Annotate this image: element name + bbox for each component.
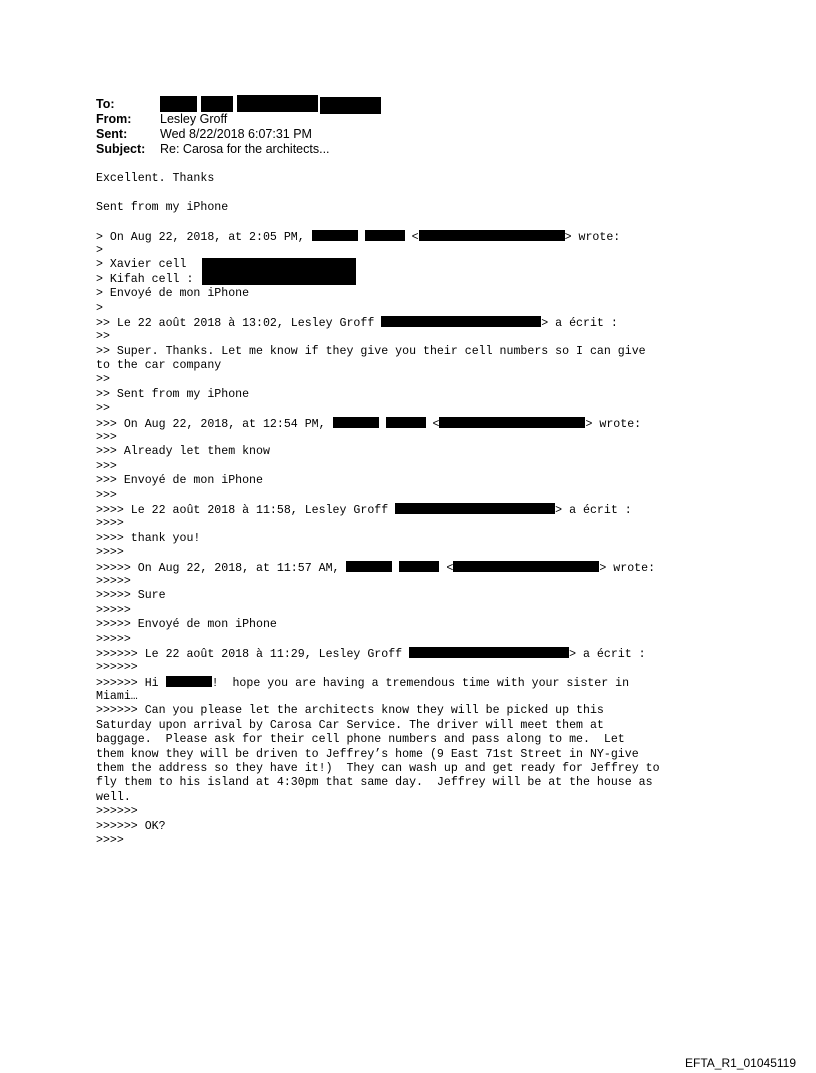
body-line: [96, 676, 736, 690]
body-line: to the car company: [96, 359, 222, 373]
line-text: >> Le 22 août 2018 à 13:02, Lesley Groff: [96, 316, 382, 330]
line-text: >>> On Aug 22, 2018, at 12:54 PM,: [96, 417, 333, 431]
to-label: To:: [96, 97, 115, 111]
redaction: [381, 316, 541, 327]
body-line: >: [96, 301, 103, 315]
body-line: >>>>>: [96, 603, 131, 617]
line-text: >>>>> On Aug 22, 2018, at 11:57 AM,: [96, 561, 347, 575]
redaction-to-4: [320, 97, 381, 114]
document-id: EFTA_R1_01045119: [685, 1056, 796, 1070]
body-line: >>> Already let them know: [96, 445, 270, 459]
redaction: [365, 230, 405, 241]
body-line: >>: [96, 330, 110, 344]
body-line: Saturday upon arrival by Carosa Car Service. The driver will meet them at: [96, 718, 604, 732]
line-text: > Xavier cell: [96, 258, 187, 272]
body-line: Sent from my iPhone: [96, 200, 229, 214]
body-line: Excellent. Thanks: [96, 172, 215, 185]
redaction: [453, 561, 599, 572]
body-line: baggage. Please ask for their cell phone numbers and pass along to me. Let: [96, 733, 625, 747]
line-text: > a écrit :: [541, 316, 618, 330]
body-line: [96, 230, 736, 244]
line-text: > On Aug 22, 2018, at 2:05 PM,: [96, 230, 312, 244]
body-line: >: [96, 243, 103, 257]
line-text: >>>>>> Le 22 août 2018 à 11:29, Lesley Groff: [96, 647, 410, 661]
body-line: them the address so they have it!) They can wash up and get ready for Jeffrey to: [96, 762, 660, 776]
subject-label: Subject:: [96, 142, 146, 156]
body-line: >>: [96, 402, 110, 416]
body-line: > Envoyé de mon iPhone: [96, 287, 250, 301]
redaction: [386, 417, 426, 428]
redaction: [419, 230, 565, 241]
body-line: [96, 215, 736, 229]
body-line: >>>: [96, 459, 117, 473]
body-line: [96, 186, 736, 200]
line-text: ! hope you are having a tremendous time with your sister in: [211, 676, 630, 690]
body-line: fly them to his island at 4:30pm that same day. Jeffrey will be at the house as: [96, 776, 653, 790]
line-text: > wrote:: [599, 561, 656, 575]
body-line: >>>>>> OK?: [96, 819, 166, 833]
subject-row: [96, 142, 330, 156]
body-line: [96, 273, 736, 287]
body-line: >>>>>: [96, 632, 131, 646]
body-line: >>>> thank you!: [96, 531, 201, 545]
line-text: >>>> Le 22 août 2018 à 11:58, Lesley Groff: [96, 503, 396, 517]
line-text: <: [411, 230, 419, 244]
body-line: >>> Envoyé de mon iPhone: [96, 474, 263, 488]
body-line: >>>>> Envoyé de mon iPhone: [96, 618, 277, 632]
body-line: [96, 316, 736, 330]
redaction: [166, 676, 212, 687]
sent-row: [96, 127, 312, 141]
body-line: well.: [96, 790, 131, 804]
body-line: >>>>>> Can you please let the architects know they will be picked up this: [96, 704, 604, 718]
body-line: >>: [96, 373, 110, 387]
body-line: >>>>: [96, 517, 124, 531]
line-text: > Kifah cell :: [96, 272, 194, 286]
redaction: [312, 230, 358, 241]
body-line: >>>>> Sure: [96, 589, 166, 603]
body-line: >>>>: [96, 833, 124, 847]
body-line: [96, 647, 736, 661]
redaction: [395, 503, 555, 514]
from-value: Lesley Groff: [160, 112, 228, 126]
redaction-to-2: [201, 96, 233, 112]
line-text: <: [432, 417, 440, 431]
body-line: them know they will be driven to Jeffrey’s home (9 East 71st Street in NY-give: [96, 747, 639, 761]
body-line: >>>>>>: [96, 805, 138, 819]
line-text: > a écrit :: [555, 503, 632, 517]
body-line: >> Sent from my iPhone: [96, 387, 250, 401]
redaction-to-1: [160, 96, 197, 112]
redaction-cell-numbers: [202, 258, 356, 285]
body-line: >>>: [96, 431, 117, 445]
redaction: [346, 561, 392, 572]
line-text: >>>>>> Hi: [96, 676, 166, 690]
body-line: [96, 258, 736, 272]
sent-label: Sent:: [96, 127, 128, 141]
redaction: [333, 417, 379, 428]
line-text: <: [446, 561, 454, 575]
redaction-to-3: [237, 95, 318, 112]
line-text: > wrote:: [585, 417, 642, 431]
subject-value: Re: Carosa for the architects...: [160, 142, 330, 156]
sent-value: Wed 8/22/2018 6:07:31 PM: [160, 127, 312, 141]
redaction: [399, 561, 439, 572]
body-line: >>>>>>: [96, 661, 138, 675]
email-body: [96, 172, 736, 848]
body-line: [96, 503, 736, 517]
from-row: [96, 112, 227, 126]
body-line: >> Super. Thanks. Let me know if they give you their cell numbers so I can give: [96, 344, 646, 358]
to-row: [96, 97, 160, 111]
body-line: >>>>: [96, 546, 124, 560]
body-line: [96, 417, 736, 431]
body-line: >>>>>: [96, 574, 131, 588]
redaction: [409, 647, 569, 658]
body-line: >>>: [96, 488, 117, 502]
line-text: > a écrit :: [569, 647, 646, 661]
from-label: From:: [96, 112, 132, 126]
redaction: [439, 417, 585, 428]
line-text: > wrote:: [564, 230, 621, 244]
body-line: [96, 561, 736, 575]
body-line: Miami…: [96, 690, 138, 704]
